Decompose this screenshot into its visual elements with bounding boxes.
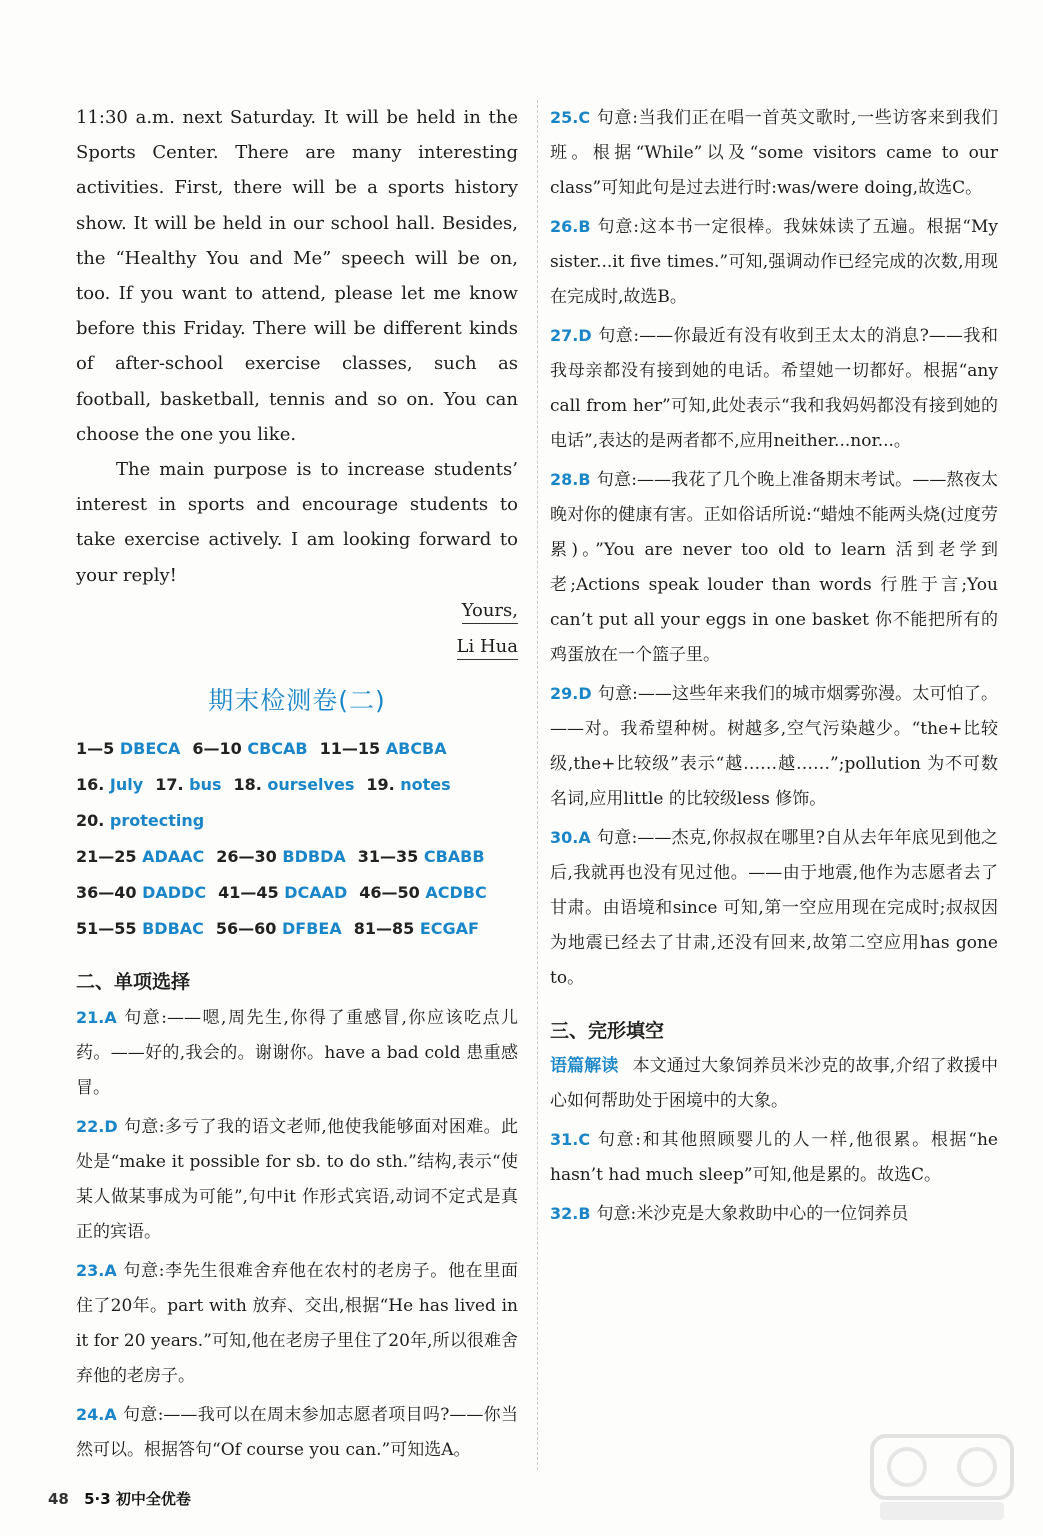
answer-group xyxy=(76,911,204,947)
explanation-item xyxy=(550,1122,998,1193)
question-number: 31.C xyxy=(550,1130,591,1149)
answer-group xyxy=(359,875,486,911)
answer-row xyxy=(76,875,518,911)
answer-group xyxy=(216,839,345,875)
right-column xyxy=(550,100,998,1235)
answer-group xyxy=(155,767,221,803)
answer-range: 6—10 xyxy=(192,738,242,758)
answer-row xyxy=(76,803,518,839)
question-number: 28.B xyxy=(550,470,591,489)
question-number: 32.B xyxy=(550,1204,591,1223)
answer-range: 56—60 xyxy=(215,918,277,938)
answer-value: DCAAD xyxy=(284,882,348,902)
section-title: 二、单项选择 xyxy=(76,970,191,993)
answer-group xyxy=(366,767,450,803)
explanation-text: 句意:多亏了我的语文老师,他使我能够面对困难。此处是“make it possible for sb. to do sth.”结构,表示“使某人做某事成为可能”,句中it 作形式宾语,动词不定式是真正的宾语。 xyxy=(76,1116,518,1242)
answer-range: 1—5 xyxy=(76,738,115,758)
explanation-text: 句意:李先生很难舍弃他在农村的老房子。他在里面住了20年。part with 放弃、交出,根据“He has lived in it for 20 years.”可知,他在老房子里住了20年,所以很难舍弃他的老房子。 xyxy=(76,1260,518,1386)
answer-value: DBECA xyxy=(119,738,181,758)
answer-group xyxy=(76,875,206,911)
letter-closing: Yours, xyxy=(76,593,518,629)
answer-key xyxy=(76,731,518,947)
answer-group xyxy=(76,839,204,875)
explanation-text: 句意:这本书一定很棒。我妹妹读了五遍。根据“My sister...it five times.”可知,强调动作已经完成的次数,用现在完成时,故选B。 xyxy=(550,217,998,307)
explanation-text: 句意:——这些年来我们的城市烟雾弥漫。太可怕了。——对。我希望种树。树越多,空气污染越少。“the+比较级,the+比较级”表示“越……越……”;pollution 为不可数名词,应用little 的比较级less 修饰。 xyxy=(550,684,998,809)
question-number: 27.D xyxy=(550,326,592,345)
answer-range: 11—15 xyxy=(319,738,381,758)
answer-row xyxy=(76,731,518,767)
answer-value: July xyxy=(109,774,144,794)
answer-range: 17. xyxy=(155,774,184,794)
answer-value: ourselves xyxy=(267,774,355,794)
reading-summary xyxy=(550,1049,998,1119)
letter-paragraph: 11:30 a.m. next Saturday. It will be held in the Sports Center. There are many interesting activities. First, there will be a sports history show. It will be held in our school hall. Besides, the “Healthy You and Me” speech will be on, too. If you want to attend, please let me know before this Friday. There will be different kinds of after-school exercise classes, such as football, basketball, tennis and so on. You can choose the one you like. xyxy=(76,107,518,445)
answer-row xyxy=(76,767,518,803)
explanation-item xyxy=(550,462,998,673)
answer-group xyxy=(320,731,447,767)
answer-group xyxy=(358,839,485,875)
explanation-text: 句意:和其他照顾婴儿的人一样,他很累。根据“he hasn’t had much sleep”可知,他是累的。故选C。 xyxy=(550,1130,998,1185)
answer-group xyxy=(216,911,342,947)
answer-group xyxy=(76,803,204,839)
answer-range: 26—30 xyxy=(216,846,277,866)
explanation-text: 句意:——我可以在周末参加志愿者项目吗?——你当然可以。根据答句“Of course you can.”可知选A。 xyxy=(76,1404,518,1460)
answer-range: 36—40 xyxy=(76,882,137,902)
reading-label: 语篇解读 xyxy=(550,1056,619,1076)
answer-row xyxy=(76,911,518,947)
left-column xyxy=(76,100,518,1471)
letter-signature: Li Hua xyxy=(76,629,518,665)
explanation-list xyxy=(76,1000,518,1468)
answer-range: 46—50 xyxy=(359,882,420,902)
explanation-list xyxy=(550,100,998,996)
answer-range: 31—35 xyxy=(357,846,419,866)
answer-value: BDBAC xyxy=(142,918,204,938)
question-number: 22.D xyxy=(76,1116,118,1136)
answer-value: ADAAC xyxy=(142,846,205,866)
answer-group xyxy=(76,767,143,803)
question-number: 29.D xyxy=(550,684,592,703)
answer-value: ECGAF xyxy=(419,918,479,938)
answer-range: 21—25 xyxy=(76,846,137,866)
answer-value: notes xyxy=(400,774,451,794)
answer-value: DFBEA xyxy=(282,918,342,938)
explanation-text: 句意:当我们正在唱一首英文歌时,一些访客来到我们班。根据“While”以及“some visitors came to our class”可知此句是过去进行时:was/were doing,故选C。 xyxy=(550,108,998,198)
question-number: 23.A xyxy=(76,1260,117,1280)
answer-range: 19. xyxy=(366,774,395,794)
answer-value: BDBDA xyxy=(282,846,346,866)
explanation-item xyxy=(76,1253,518,1394)
answer-value: ACDBC xyxy=(425,882,487,902)
question-number: 30.A xyxy=(550,828,591,847)
explanation-text: 句意:——你最近有没有收到王太太的消息?——我和我母亲都没有接到她的电话。希望她一切都好。根据“any call from her”可知,此处表示“我和我妈妈都没有接到她的电话”,表达的是两者都不,应用neither...nor...。 xyxy=(550,326,998,451)
explanation-text: 句意:——杰克,你叔叔在哪里?自从去年年底见到他之后,我就再也没有见过他。——由于地震,他作为志愿者去了甘肃。由语境和since 可知,第一空应用现在完成时;叔叔因为地震已经去了甘肃,还没有回来,故第二空应用has gone to。 xyxy=(550,828,998,988)
explanation-item xyxy=(550,676,998,817)
answer-range: 81—85 xyxy=(353,918,415,938)
explanation-item xyxy=(550,100,998,206)
question-number: 26.B xyxy=(550,217,591,236)
answer-value: protecting xyxy=(109,810,205,830)
letter-paragraph: The main purpose is to increase students’ interest in sports and encourage students to take exercise actively. I am looking forward to your reply! xyxy=(76,459,518,586)
question-number: 21.A xyxy=(76,1007,117,1027)
answer-group xyxy=(192,731,307,767)
answer-group xyxy=(233,767,354,803)
explanation-item xyxy=(76,1109,518,1250)
explanation-item xyxy=(550,820,998,996)
answer-range: 16. xyxy=(76,774,105,794)
question-number: 24.A xyxy=(76,1404,117,1424)
answer-value: CBCAB xyxy=(247,738,308,758)
question-number: 25.C xyxy=(550,108,591,127)
explanation-item xyxy=(76,1397,518,1468)
answer-group xyxy=(76,731,180,767)
explanation-text: 句意:——嗯,周先生,你得了重感冒,你应该吃点儿药。——好的,我会的。谢谢你。have a bad cold 患重感冒。 xyxy=(76,1007,518,1098)
answer-range: 20. xyxy=(76,810,105,830)
column-divider xyxy=(537,100,538,1470)
answer-range: 18. xyxy=(233,774,262,794)
explanation-item xyxy=(550,318,998,459)
page-number: 48 xyxy=(48,1490,69,1508)
explanation-item xyxy=(76,1000,518,1106)
explanation-item xyxy=(550,209,998,315)
answer-value: CBABB xyxy=(423,846,485,866)
answer-value: DADDC xyxy=(142,882,207,902)
page-footer xyxy=(48,1488,191,1509)
book-title: 5·3 初中全优卷 xyxy=(84,1490,191,1508)
answer-value: bus xyxy=(189,774,222,794)
answer-range: 41—45 xyxy=(218,882,279,902)
watermark-logo xyxy=(862,1428,1022,1528)
answer-group xyxy=(218,875,347,911)
explanation-list xyxy=(550,1122,998,1232)
reading-text: 本文通过大象饲养员米沙克的故事,介绍了救援中心如何帮助处于困境中的大象。 xyxy=(550,1056,998,1111)
answer-range: 51—55 xyxy=(76,918,137,938)
answer-group xyxy=(354,911,479,947)
exam-title: 期末检测卷(二) xyxy=(208,685,386,715)
explanation-text: 句意:米沙克是大象救助中心的一位饲养员 xyxy=(596,1204,909,1224)
answer-row xyxy=(76,839,518,875)
letter xyxy=(76,100,518,665)
explanation-text: 句意:——我花了几个晚上准备期末考试。——熬夜太晚对你的健康有害。正如俗话所说:“蜡烛不能两头烧(过度劳累)。”You are never too old to learn 活到老学到老;Actions speak louder than words 行胜于言;You can’t put all your eggs in one basket 你不能把所有的鸡蛋放在一个篮子里。 xyxy=(550,470,998,665)
section-title: 三、完形填空 xyxy=(550,1020,665,1042)
explanation-item xyxy=(550,1196,998,1232)
answer-value: ABCBA xyxy=(385,738,447,758)
